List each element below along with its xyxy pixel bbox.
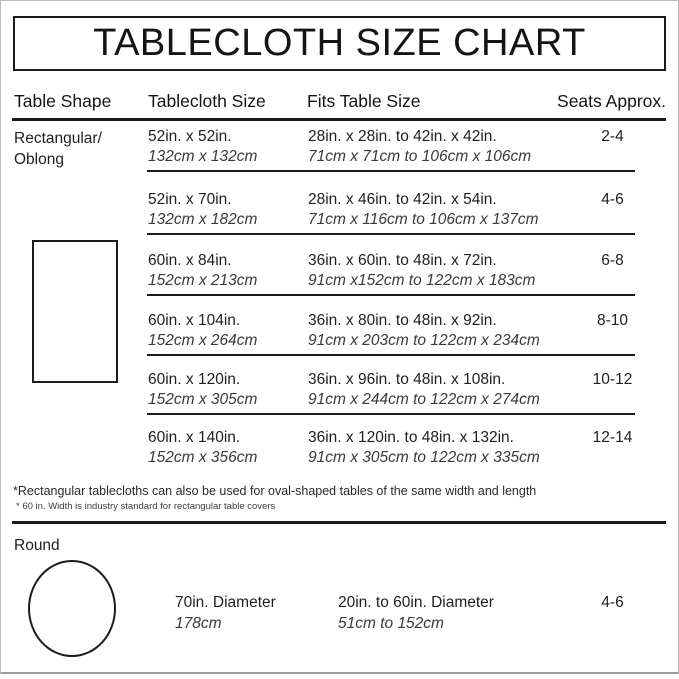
size-inches: 60in. x 120in. — [148, 371, 241, 388]
fits-inches: 36in. x 120in. to 48in. x 132in. — [308, 429, 514, 446]
size-inches: 60in. x 140in. — [148, 429, 241, 446]
size-inches: 60in. x 104in. — [148, 312, 241, 329]
header-divider — [12, 118, 666, 121]
column-header-tablecloth-size: Tablecloth Size — [148, 91, 266, 111]
page-title: TABLECLOTH SIZE CHART — [93, 22, 586, 64]
size-inches: 52in. x 70in. — [148, 191, 232, 208]
table-row — [148, 127, 635, 169]
fits-cm: 91cm x152cm to 122cm x 183cm — [308, 272, 536, 289]
shape-label-rectangular — [14, 128, 102, 170]
tablecloth-size-cell — [175, 592, 276, 634]
row-divider — [147, 233, 635, 235]
fits-table-size-cell — [308, 370, 540, 410]
seats-cell: 4-6 — [601, 594, 624, 611]
seats-cell: 8-10 — [596, 312, 629, 329]
tablecloth-size-cell — [148, 251, 257, 291]
size-inches: 70in. Diameter — [175, 594, 276, 611]
column-header-seats-approx: Seats Approx. — [557, 91, 666, 111]
rectangle-shape-icon — [32, 240, 118, 383]
fits-cm: 91cm x 244cm to 122cm x 274cm — [308, 391, 540, 408]
seats-cell: 2-4 — [601, 128, 624, 145]
size-cm: 132cm x 132cm — [148, 148, 258, 165]
fits-inches: 20in. to 60in. Diameter — [338, 594, 494, 611]
fits-inches: 36in. x 60in. to 48in. x 72in. — [308, 252, 497, 269]
tablecloth-size-cell — [148, 190, 257, 230]
size-inches: 52in. x 52in. — [148, 128, 232, 145]
fits-inches: 28in. x 46in. to 42in. x 54in. — [308, 191, 497, 208]
table-row — [148, 428, 635, 470]
fits-table-size-cell — [308, 127, 531, 167]
fits-cm: 71cm x 116cm to 106cm x 137cm — [308, 211, 539, 228]
row-divider — [147, 354, 635, 356]
fits-cm: 91cm x 305cm to 122cm x 335cm — [308, 449, 540, 466]
fits-table-size-cell — [308, 190, 539, 230]
row-divider — [147, 294, 635, 296]
tablecloth-size-cell — [148, 370, 257, 410]
fits-table-size-cell — [338, 592, 494, 634]
size-cm: 152cm x 213cm — [148, 272, 258, 289]
tablecloth-size-cell — [148, 127, 257, 167]
size-cm: 152cm x 305cm — [148, 391, 258, 408]
seats-cell: 6-8 — [601, 252, 624, 269]
column-header-table-shape: Table Shape — [14, 91, 112, 111]
table-row — [148, 311, 635, 353]
column-header-fits-table-size: Fits Table Size — [307, 91, 421, 111]
fits-table-size-cell — [308, 251, 535, 291]
fits-cm: 51cm to 152cm — [338, 615, 444, 632]
table-row — [148, 251, 635, 293]
footnote-oval: *Rectangular tablecloths can also be used for oval-shaped tables of the same width and length — [13, 484, 537, 498]
fits-inches: 36in. x 80in. to 48in. x 92in. — [308, 312, 497, 329]
seats-cell: 10-12 — [592, 371, 633, 388]
table-row — [148, 190, 635, 232]
circle-shape-icon — [28, 560, 116, 657]
table-row — [148, 370, 635, 412]
tablecloth-size-cell — [148, 311, 257, 351]
tablecloth-size-cell — [148, 428, 257, 468]
title-box — [13, 16, 666, 71]
footnote-width-standard: * 60 in. Width is industry standard for rectangular table covers — [16, 501, 276, 512]
fits-table-size-cell — [308, 311, 540, 351]
seats-cell: 12-14 — [592, 429, 633, 446]
fits-cm: 71cm x 71cm to 106cm x 106cm — [308, 148, 532, 165]
size-inches: 60in. x 84in. — [148, 252, 232, 269]
row-divider — [147, 413, 635, 415]
fits-inches: 36in. x 96in. to 48in. x 108in. — [308, 371, 506, 388]
fits-table-size-cell — [308, 428, 540, 468]
size-cm: 152cm x 356cm — [148, 449, 258, 466]
fits-cm: 91cm x 203cm to 122cm x 234cm — [308, 332, 540, 349]
size-cm: 178cm — [175, 615, 222, 632]
seats-cell: 4-6 — [601, 191, 624, 208]
row-divider — [147, 170, 635, 172]
shape-label-line1: Rectangular/ — [14, 130, 102, 147]
fits-inches: 28in. x 28in. to 42in. x 42in. — [308, 128, 497, 145]
shape-label-line2: Oblong — [14, 151, 64, 168]
size-cm: 132cm x 182cm — [148, 211, 258, 228]
section-divider — [12, 521, 666, 524]
size-cm: 152cm x 264cm — [148, 332, 258, 349]
shape-label-round: Round — [14, 537, 60, 554]
